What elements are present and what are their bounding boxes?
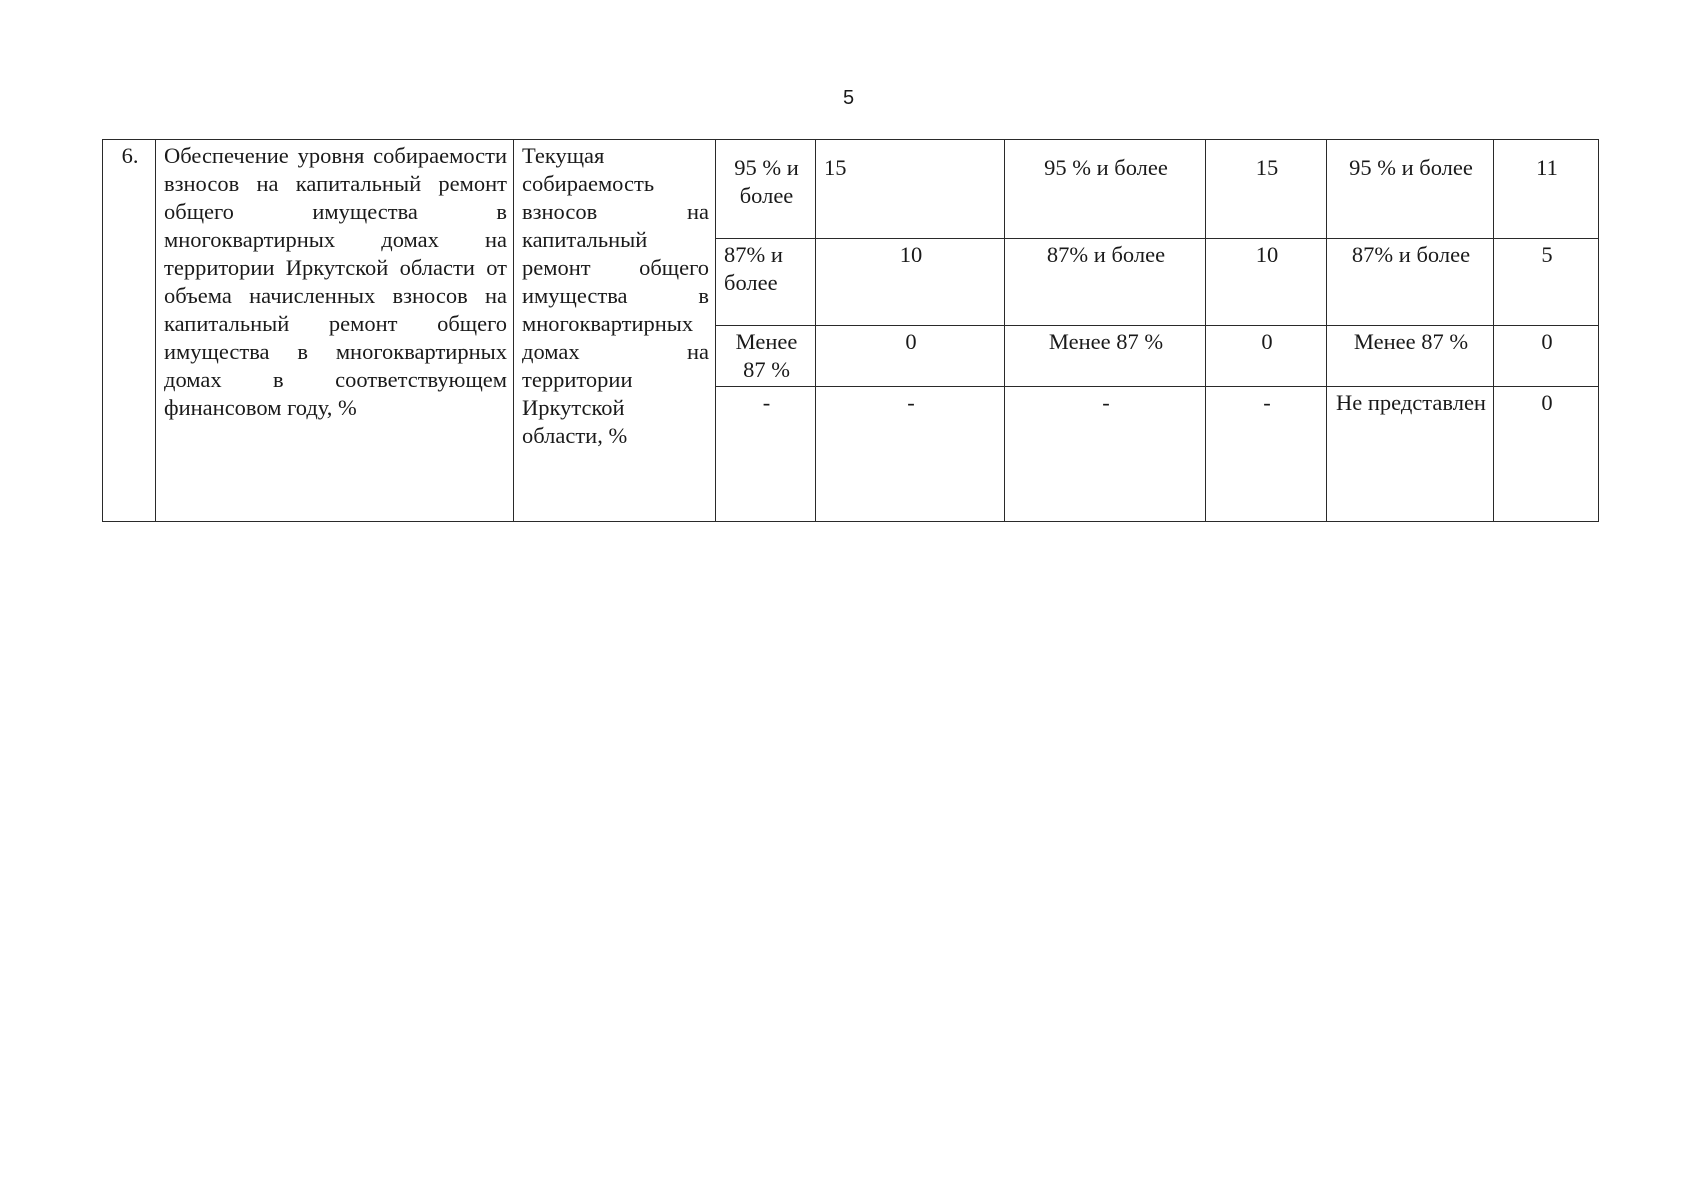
- criterion-3-cell: 95 % и более: [1327, 140, 1494, 239]
- criterion-3-cell: Менее 87 %: [1327, 326, 1494, 387]
- criterion-2-cell: 87% и более: [1005, 239, 1206, 326]
- criteria-table: [102, 139, 1599, 522]
- score-1-cell: 10: [816, 239, 1005, 326]
- criterion-2-cell: Менее 87 %: [1005, 326, 1206, 387]
- score-2-cell: 0: [1206, 326, 1327, 387]
- score-2-cell: 10: [1206, 239, 1327, 326]
- criterion-1-cell: 95 % и более: [716, 140, 816, 239]
- criterion-3-cell: Не представлен: [1327, 387, 1494, 522]
- score-1-cell: -: [816, 387, 1005, 522]
- score-1-cell: 0: [816, 326, 1005, 387]
- criterion-1-cell: 87% и более: [716, 239, 816, 326]
- score-2-cell: -: [1206, 387, 1327, 522]
- table-row: [103, 140, 1599, 239]
- criterion-2-cell: 95 % и более: [1005, 140, 1206, 239]
- page-number: 5: [842, 87, 855, 109]
- criterion-2-cell: -: [1005, 387, 1206, 522]
- indicator-name-cell: Обеспечение уровня собираемости взносов на капитальный ремонт общего имущества в многоквартирных домах на территории Иркутской области от объема начисленных взносов на капитальный ремонт общего имущества в многоквартирных домах в соответствующем финансовом году, %: [156, 140, 514, 522]
- row-number-cell: 6.: [103, 140, 156, 522]
- score-1-cell: 15: [816, 140, 1005, 239]
- criterion-1-cell: Менее 87 %: [716, 326, 816, 387]
- score-3-cell: 0: [1494, 326, 1599, 387]
- score-3-cell: 11: [1494, 140, 1599, 239]
- measure-name-cell: Текущая собираемость взносов на капитальный ремонт общего имущества в многоквартирных домах на территории Иркутской области, %: [514, 140, 716, 522]
- score-3-cell: 0: [1494, 387, 1599, 522]
- criterion-3-cell: 87% и более: [1327, 239, 1494, 326]
- score-2-cell: 15: [1206, 140, 1327, 239]
- criterion-1-cell: -: [716, 387, 816, 522]
- score-3-cell: 5: [1494, 239, 1599, 326]
